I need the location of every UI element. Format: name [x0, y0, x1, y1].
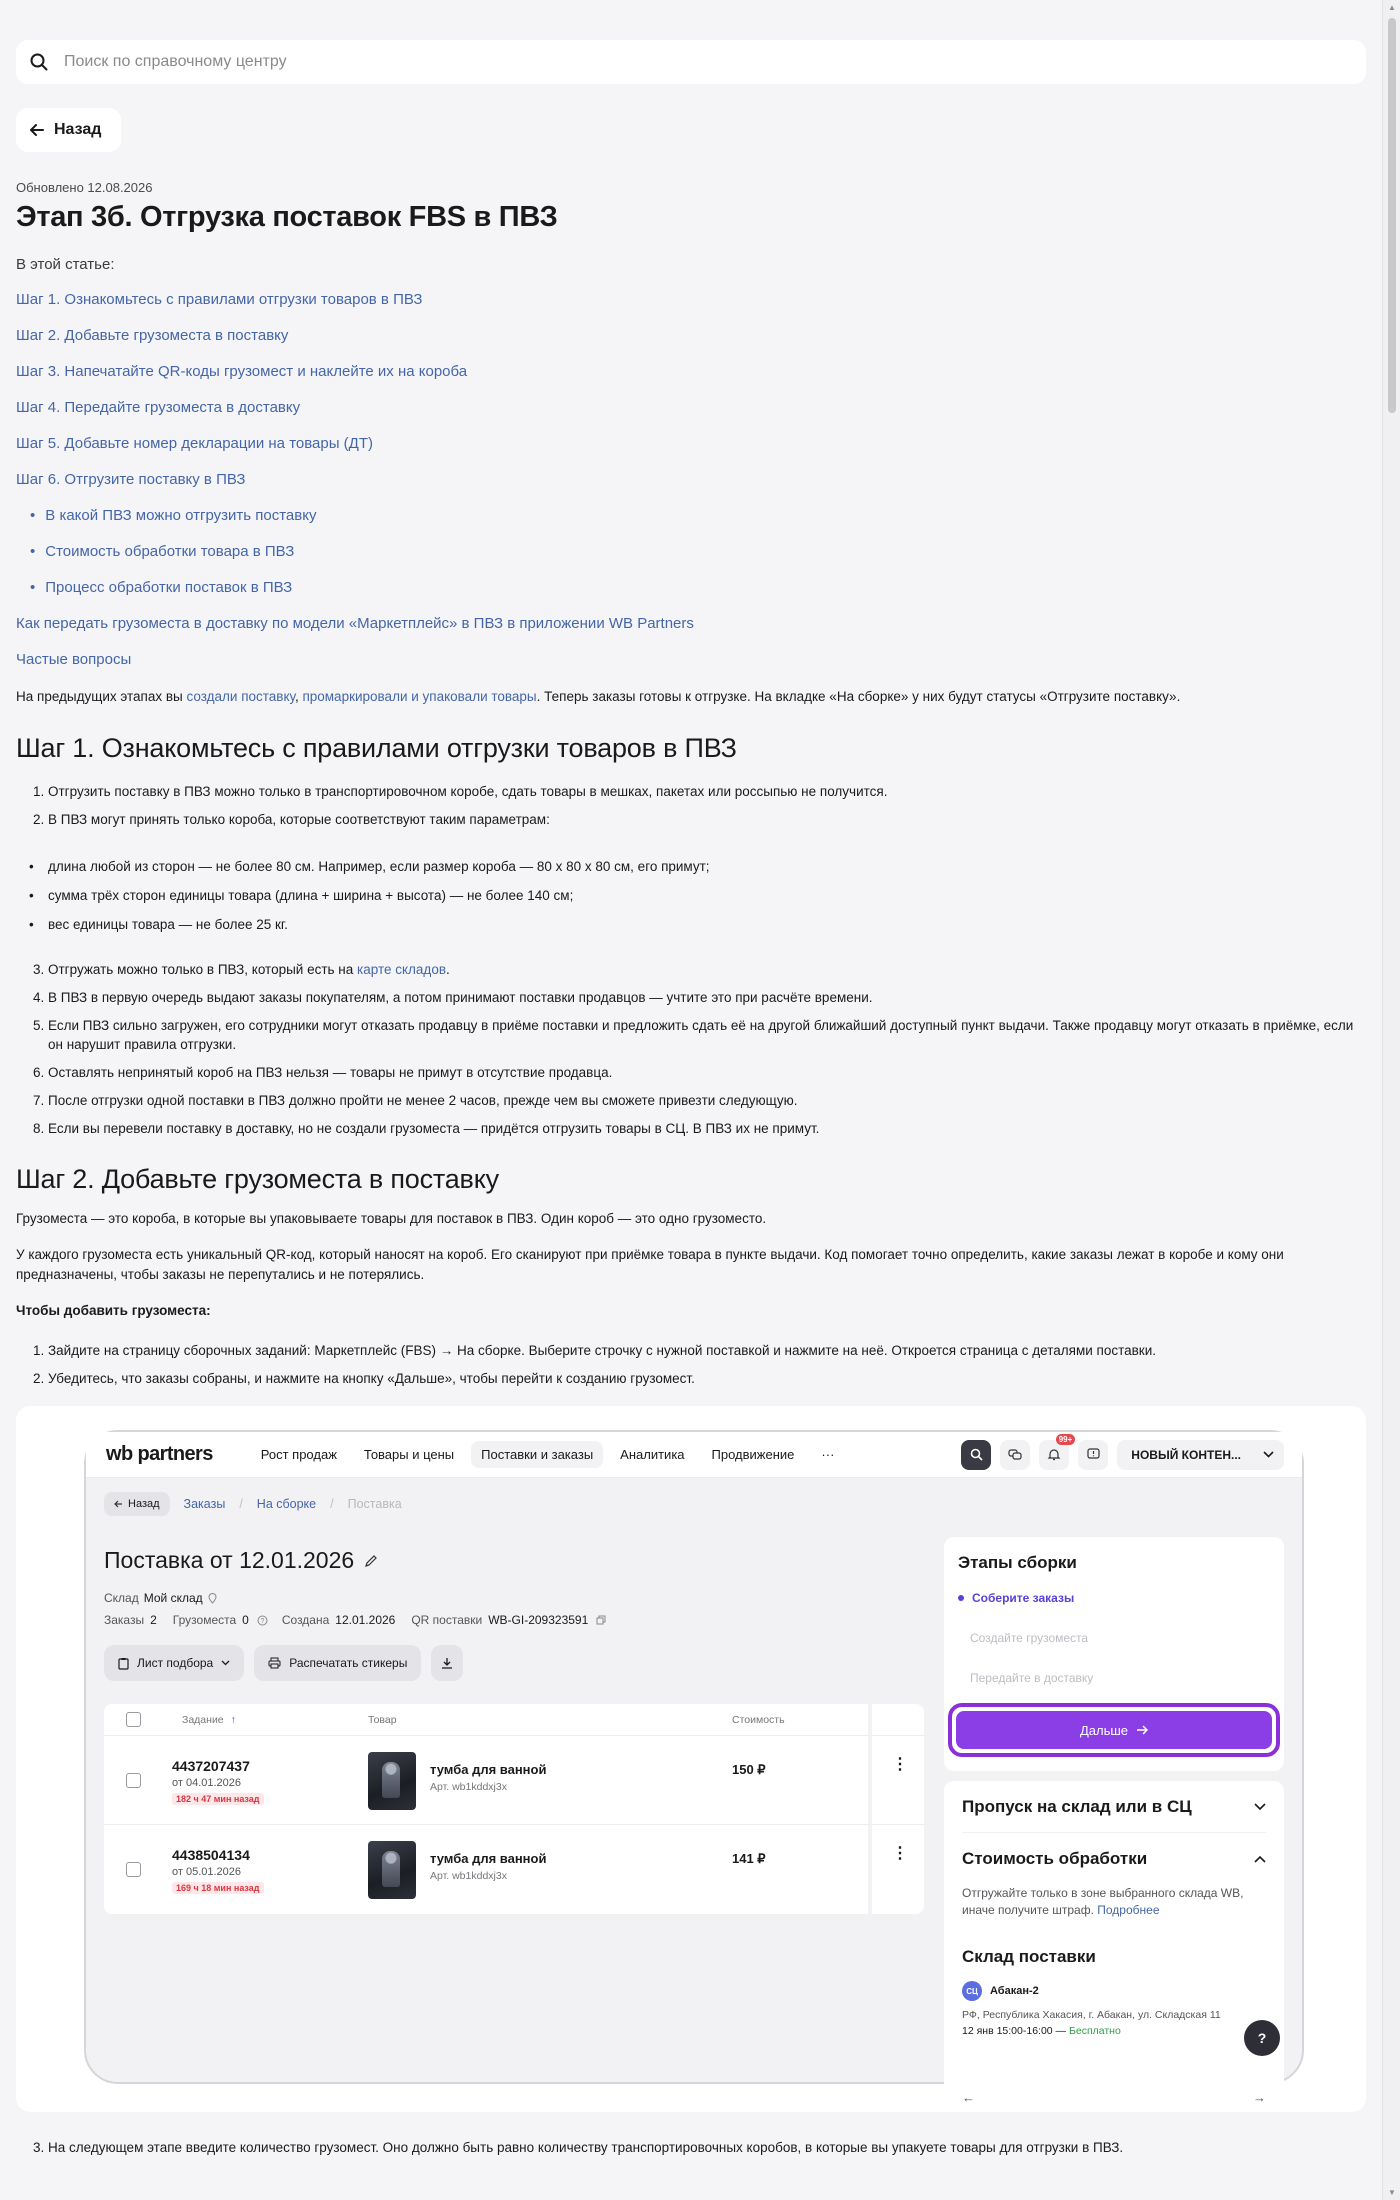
list-item: 3. На следующем этапе введите количество грузомест. Оно должно быть равно количеству транспортировочных коробов, в которые вы упакуете товары для отгрузки в ПВЗ.	[48, 2140, 1366, 2155]
crumb-assembly[interactable]: На сборке	[256, 1497, 317, 1511]
partners-topbar	[86, 1432, 1302, 1478]
updated-date: Обновлено 12.08.2026	[16, 180, 153, 195]
step2-list-continued	[16, 2140, 1366, 2155]
info-accordion	[944, 1781, 1284, 2105]
column-header-product: Товар	[368, 1713, 397, 1726]
message-alert-icon	[1087, 1448, 1100, 1461]
order-date: от 04.01.2026	[172, 1777, 242, 1789]
search-icon	[30, 53, 48, 71]
back-button-label: Назад	[54, 121, 102, 138]
scrollbar-thumb[interactable]	[1388, 18, 1396, 413]
label-pack-link[interactable]: промаркировали и упаковали товары	[302, 689, 537, 704]
warehouse-line	[962, 1981, 1266, 2001]
toc-link[interactable]: Шаг 5. Добавьте номер декларации на товары (ДТ)	[16, 435, 373, 452]
chat-icon	[1008, 1449, 1022, 1461]
order-number: 4437207437	[172, 1758, 250, 1774]
list-item: 6. Оставлять непринятый короб на ПВЗ нельзя — товары не примут в отсутствие продавца.	[48, 1063, 1366, 1082]
help-button[interactable]: ?	[1244, 2020, 1280, 2056]
warehouse-name: Абакан-2	[990, 1985, 1039, 1997]
accordion-pass[interactable]: Пропуск на склад или в СЦ	[962, 1781, 1266, 1833]
pencil-icon[interactable]	[364, 1554, 378, 1568]
product-price: 150 ₽	[732, 1762, 766, 1777]
list-item: 1. Отгрузить поставку в ПВЗ можно только в транспортировочном коробе, сдать товары в мешках, пакетах или россыпью не получится.	[48, 782, 1366, 801]
nav-item[interactable]: Продвижение	[711, 1447, 795, 1462]
search-bar[interactable]	[16, 40, 1366, 84]
table-row[interactable]	[104, 1736, 924, 1825]
toc-sublink[interactable]: • В какой ПВЗ можно отгрузить поставку	[16, 507, 1366, 543]
page-scrollbar[interactable]	[1382, 0, 1400, 2200]
notifications-badge: 99+	[1056, 1434, 1076, 1445]
overdue-badge: 169 ч 18 мин назад	[172, 1882, 264, 1894]
list-item: 4. В ПВЗ в первую очередь выдают заказы покупателям, а потом принимают поставки продавцов — учтите это при расчёте времени.	[48, 988, 1366, 1007]
list-item: 5. Если ПВЗ сильно загружен, его сотрудники могут отказать продавцу в приёме поставки и предложить сдать её на другой ближайший доступный пункт выдачи. Также продавцу могут отказать в приёмке, если он нарушит правила отгрузки.	[48, 1016, 1366, 1054]
overdue-badge: 182 ч 47 мин назад	[172, 1793, 264, 1805]
product-article: Арт. wb1kddxj3x	[430, 1781, 507, 1793]
arrow-left-icon[interactable]: ←	[962, 2090, 975, 2105]
list-item: 8. Если вы перевели поставку в доставку, но не создали грузоместа — придётся отгрузить товары в СЦ. В ПВЗ их не примут.	[48, 1119, 1366, 1138]
accordion-cost[interactable]: Стоимость обработки	[962, 1833, 1266, 1885]
clipboard-icon	[118, 1657, 129, 1670]
chevron-down-icon	[1263, 1451, 1274, 1458]
warehouse-map-link[interactable]: карте складов	[357, 962, 446, 977]
order-cell	[172, 1758, 264, 1807]
list-item: 3. Отгружать можно только в ПВЗ, который есть на карте складов.	[48, 960, 1366, 979]
warehouse-pager	[962, 2090, 1266, 2105]
row-checkbox[interactable]	[126, 1773, 141, 1788]
kebab-icon: ⋮	[892, 1756, 908, 1773]
toc-link[interactable]: Шаг 4. Передайте грузоместа в доставку	[16, 399, 301, 416]
product-image	[368, 1841, 416, 1899]
column-header-task[interactable]: Задание ↑	[182, 1713, 236, 1726]
product-price: 141 ₽	[732, 1851, 766, 1866]
row-checkbox[interactable]	[126, 1862, 141, 1877]
download-button[interactable]	[431, 1645, 463, 1681]
warehouse-address: РФ, Республика Хакасия, г. Абакан, ул. Складская 11	[962, 2009, 1221, 2021]
step2-heading: Шаг 2. Добавьте грузоместа в поставку	[16, 1164, 499, 1194]
stage-item-active[interactable]: Соберите заказы	[958, 1591, 1270, 1605]
device-frame	[84, 1430, 1304, 2105]
nav-item[interactable]: Поставки и заказы	[471, 1441, 603, 1468]
paragraph: Грузоместа — это короба, в которые вы упаковываете товары для поставок в ПВЗ. Один короб — это одно грузоместо.	[16, 1211, 767, 1226]
info-icon[interactable]	[257, 1615, 268, 1626]
cost-description: Отгружайте только в зоне выбранного склада WB, иначе получите штраф. Подробнее	[962, 1886, 1244, 1917]
active-dot	[958, 1595, 964, 1601]
crumb-separator: /	[330, 1497, 334, 1511]
paragraph: У каждого грузоместа есть уникальный QR-код, который наносят на короб. Его сканируют при приёмке товара в пункте выдачи. Код помогает точно определить, какие заказы лежат в коробе и кому они предназначены, чтобы заказы не перепутались и не потерялись.	[16, 1247, 1284, 1282]
pick-list-button[interactable]: Лист подбора	[104, 1645, 244, 1681]
order-number: 4438504134	[172, 1847, 250, 1863]
next-button-highlight	[948, 1703, 1280, 1757]
sorting-center-badge: СЦ	[962, 1981, 982, 2001]
arrow-left-icon	[30, 124, 44, 136]
orders-table	[104, 1704, 924, 1914]
list-item: 7. После отгрузки одной поставки в ПВЗ должно пройти не менее 2 часов, прежде чем вы сможете привезти следующую.	[48, 1091, 1366, 1110]
chat-button[interactable]	[1000, 1440, 1030, 1470]
toc-sublink[interactable]: • Стоимость обработки товара в ПВЗ	[16, 543, 1366, 579]
arrow-right-icon	[1136, 1725, 1148, 1735]
notifications-button[interactable]	[1039, 1434, 1073, 1470]
topbar-actions	[961, 1434, 1284, 1470]
arrow-left-icon	[114, 1500, 123, 1508]
feedback-button[interactable]	[1078, 1440, 1108, 1470]
assembly-stages-card	[944, 1537, 1284, 1771]
supply-meta: Заказы 2 Грузоместа 0 ? Создана 12.01.2026 QR поставки WB-GI-209323591	[104, 1613, 606, 1627]
nav-item[interactable]: Товары и цены	[363, 1447, 455, 1462]
nav-more[interactable]: ···	[821, 1447, 835, 1462]
toc-link[interactable]: Частые вопросы	[16, 651, 132, 668]
stage-item: Передайте в доставку	[970, 1671, 1094, 1685]
search-input[interactable]	[64, 53, 1352, 71]
account-switcher[interactable]	[1117, 1440, 1284, 1470]
toc-title: В этой статье:	[16, 256, 115, 273]
column-header-actions	[868, 1704, 924, 1736]
free-label: Бесплатно	[1068, 2025, 1121, 2037]
toc-link[interactable]: Шаг 3. Напечатайте QR-коды грузомест и наклейте их на короба	[16, 363, 468, 380]
copy-icon[interactable]	[596, 1615, 606, 1625]
warehouse-title: Склад поставки	[962, 1947, 1096, 1966]
crumb-back-button[interactable]: Назад	[104, 1492, 170, 1516]
product-article: Арт. wb1kddxj3x	[430, 1870, 507, 1882]
back-button[interactable]	[16, 108, 121, 152]
product-name: тумба для ванной	[430, 1851, 547, 1866]
list-item: 2. В ПВЗ могут принять только короба, которые соответствуют таким параметрам: • длина любой из сторон — не более 80 см. Например, если размер короба — 80 х 80 х 80 см, его примут; • сумма трёх сторон единицы товара (длина + ширина + высота) — не более 140 см; • вес единицы товара — не более 25 кг.	[48, 810, 1366, 934]
list-item: 2. Убедитесь, что заказы собраны, и нажмите на кнопку «Дальше», чтобы перейти к созданию грузомест.	[48, 1369, 1366, 1388]
stages-title: Этапы сборки	[958, 1553, 1077, 1572]
stage-item: Создайте грузоместа	[970, 1631, 1089, 1645]
list-item: • длина любой из сторон — не более 80 см. Например, если размер короба — 80 х 80 х 80 см, его примут;	[16, 857, 1366, 876]
toc-link[interactable]: Как передать грузоместа в доставку по модели «Маркетплейс» в ПВЗ в приложении WB Partners	[16, 615, 694, 632]
scroll-down-icon[interactable]: ▼	[1388, 2188, 1396, 2197]
table-row[interactable]	[104, 1825, 924, 1914]
search-icon	[970, 1448, 983, 1461]
crumb-current: Поставка	[347, 1497, 402, 1511]
toc-sublink[interactable]: • Процесс обработки поставок в ПВЗ	[16, 579, 1366, 615]
list-item: • вес единицы товара — не более 25 кг.	[16, 915, 1366, 934]
search-button[interactable]	[961, 1440, 991, 1470]
kebab-icon: ⋮	[892, 1845, 908, 1862]
chevron-up-icon	[1254, 1855, 1266, 1863]
printer-icon	[268, 1657, 281, 1669]
table-header	[104, 1704, 924, 1736]
list-item: 1. Зайдите на страницу сборочных заданий: Маркетплейс (FBS) → На сборке. Выберите строчку с нужной поставкой и нажмите на неё. Откроется страница с деталями поставки.	[48, 1341, 1366, 1360]
supply-title: Поставка от 12.01.2026	[104, 1547, 378, 1574]
account-name: НОВЫЙ КОНТЕН...	[1131, 1447, 1241, 1462]
next-button[interactable]: Дальше	[956, 1711, 1272, 1749]
location-pin-icon	[208, 1593, 217, 1604]
row-menu-button[interactable]	[868, 1736, 924, 1824]
chevron-down-icon	[1254, 1803, 1266, 1811]
wb-partners-logo: wb partners	[106, 1443, 213, 1465]
select-all-checkbox[interactable]	[126, 1712, 141, 1727]
paragraph-heading: Чтобы добавить грузоместа:	[16, 1303, 211, 1318]
breadcrumb	[104, 1492, 402, 1516]
supply-sidebar	[944, 1537, 1284, 2105]
nav-item[interactable]: Рост продаж	[260, 1447, 337, 1462]
svg-text:?: ?	[260, 1617, 265, 1625]
product-name: тумба для ванной	[430, 1762, 547, 1777]
toc-link[interactable]: Шаг 2. Добавьте грузоместа в поставку	[16, 327, 289, 344]
step2-list	[16, 1341, 1366, 1388]
nav-item[interactable]: Аналитика	[620, 1447, 685, 1462]
row-menu-button[interactable]	[868, 1825, 924, 1914]
column-header-cost: Стоимость	[732, 1713, 785, 1726]
sort-arrow-icon: ↑	[230, 1713, 236, 1726]
screenshot-illustration	[16, 1406, 1366, 2112]
more-link[interactable]: Подробнее	[1097, 1903, 1160, 1917]
crumb-orders[interactable]: Заказы	[183, 1497, 226, 1511]
step1-rules-list	[16, 782, 1366, 1138]
arrow-right-icon[interactable]: →	[1253, 2090, 1266, 2105]
bell-icon	[1048, 1448, 1060, 1461]
warehouse-time: 12 янв 15:00-16:00 — Бесплатно	[962, 2025, 1121, 2037]
intro-paragraph: На предыдущих этапах вы создали поставку, промаркировали и упаковали товары. Теперь заказы готовы к отгрузке. На вкладке «На сборке» у них будут статусы «Отгрузите поставку».	[16, 689, 1181, 704]
toc-link[interactable]: Шаг 1. Ознакомьтесь с правилами отгрузки товаров в ПВЗ	[16, 291, 423, 308]
order-cell	[172, 1847, 264, 1896]
order-date: от 05.01.2026	[172, 1866, 242, 1878]
print-stickers-button[interactable]: Распечатать стикеры	[254, 1645, 421, 1681]
download-icon	[441, 1657, 453, 1669]
crumb-separator: /	[239, 1497, 243, 1511]
chevron-down-icon	[221, 1660, 230, 1666]
create-supply-link[interactable]: создали поставку	[186, 689, 295, 704]
toc-link[interactable]: Шаг 6. Отгрузите поставку в ПВЗ	[16, 471, 246, 488]
scroll-up-icon[interactable]: ▲	[1388, 3, 1396, 12]
step1-heading: Шаг 1. Ознакомьтесь с правилами отгрузки товаров в ПВЗ	[16, 733, 737, 763]
warehouse-meta: Склад Мой склад	[104, 1591, 217, 1605]
page-title: Этап 3б. Отгрузка поставок FBS в ПВЗ	[16, 201, 558, 233]
product-image	[368, 1752, 416, 1810]
main-nav	[251, 1441, 852, 1468]
list-item: • сумма трёх сторон единицы товара (длина + ширина + высота) — не более 140 см;	[16, 886, 1366, 905]
box-params-list	[16, 857, 1366, 934]
supply-toolbar	[104, 1645, 463, 1681]
table-of-contents	[16, 291, 1366, 687]
